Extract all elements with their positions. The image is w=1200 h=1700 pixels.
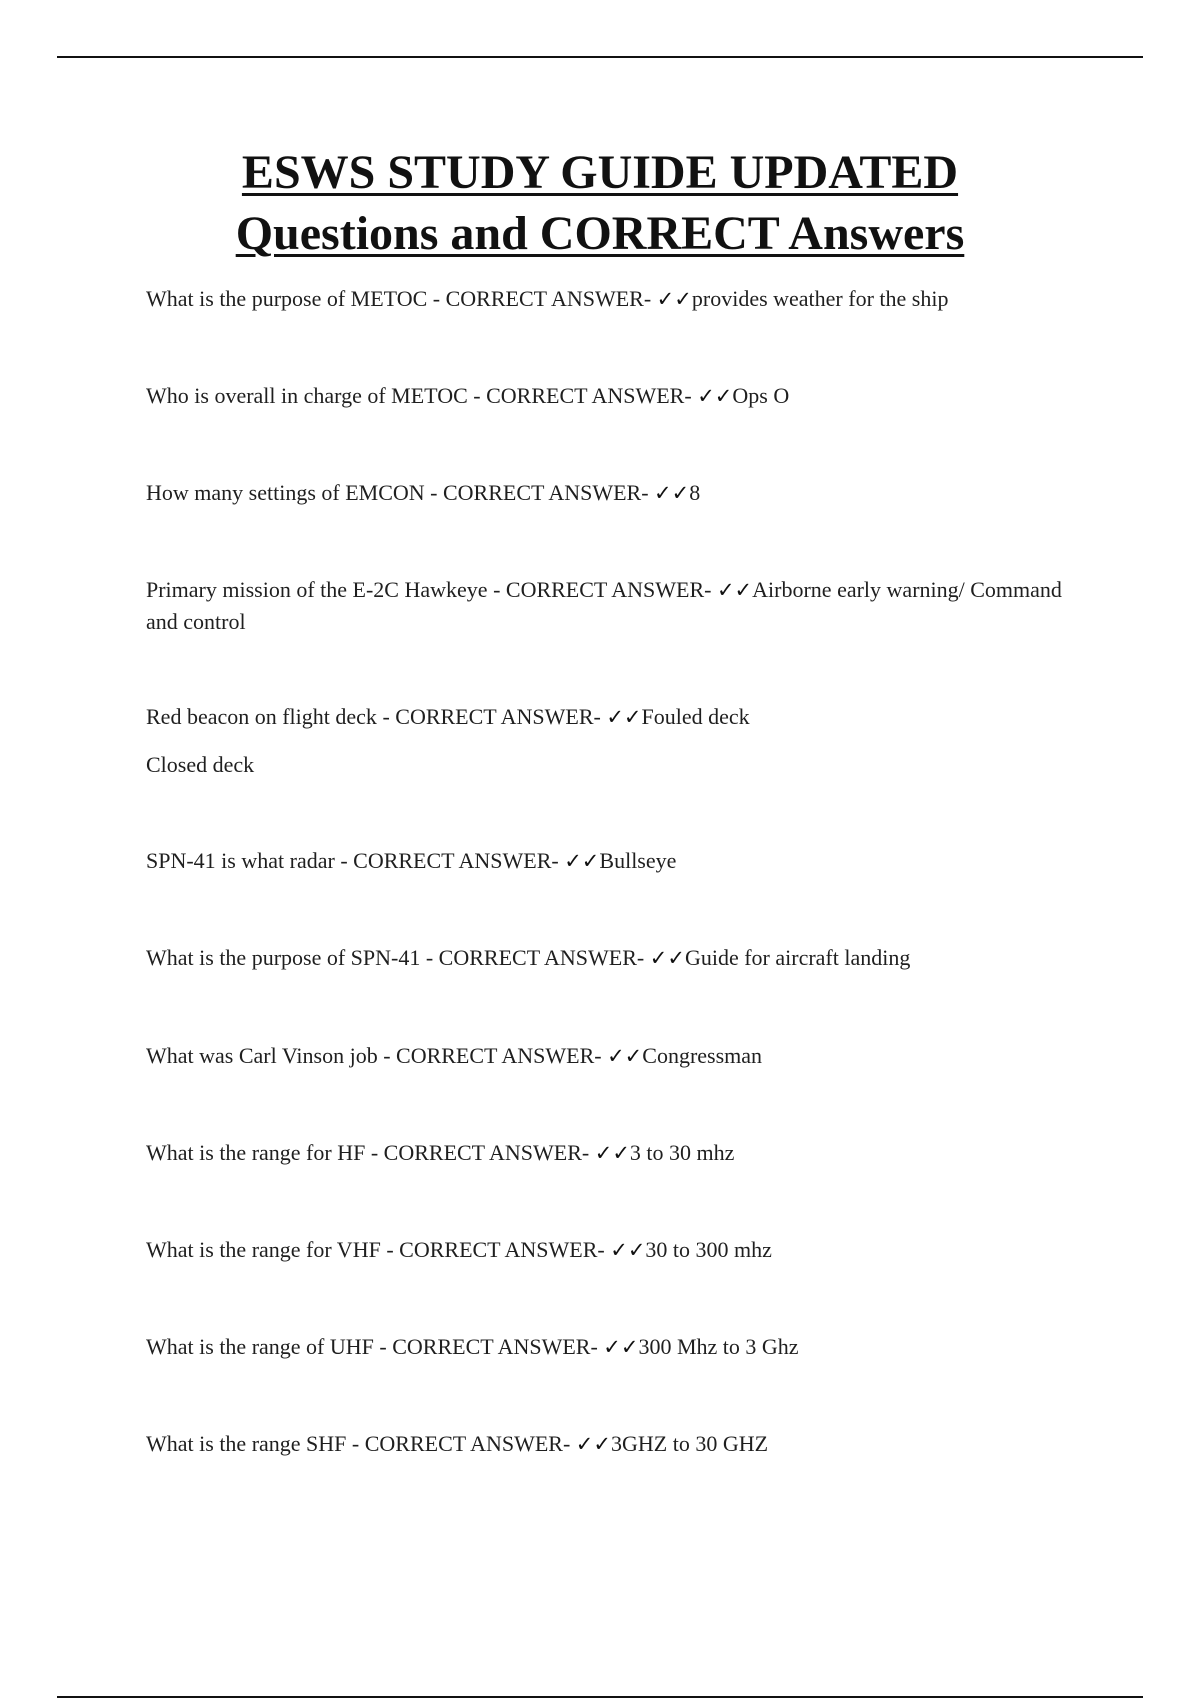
bottom-rule	[57, 1696, 1143, 1698]
qa-item	[146, 942, 1066, 974]
question: What is the purpose of SPN-41	[146, 945, 421, 970]
answer-separator: - CORRECT ANSWER-	[427, 286, 657, 311]
double-check-icon: ✓✓	[656, 287, 692, 311]
answer-separator: - CORRECT ANSWER-	[334, 848, 565, 873]
answer-separator: - CORRECT ANSWER-	[376, 704, 607, 729]
qa-item	[146, 1137, 1066, 1169]
answer-separator: - CORRECT ANSWER-	[380, 1237, 611, 1262]
answer: provides weather for the ship	[691, 286, 949, 311]
question: What is the range SHF	[146, 1431, 347, 1456]
double-check-icon: ✓✓	[607, 1044, 643, 1068]
title-line-2: Questions and CORRECT Answers	[235, 207, 965, 260]
answer: Airborne early warning/ Command and control	[146, 577, 1062, 634]
answer-separator: - CORRECT ANSWER-	[487, 577, 717, 602]
qa-item	[146, 283, 1066, 315]
answer: Bullseye	[599, 848, 677, 873]
answer-separator: - CORRECT ANSWER-	[420, 945, 650, 970]
question: SPN-41 is what radar	[146, 848, 335, 873]
answer-separator: - CORRECT ANSWER-	[377, 1043, 608, 1068]
answer-separator: - CORRECT ANSWER-	[467, 383, 698, 408]
qa-item	[146, 477, 1066, 509]
document-title	[0, 142, 1200, 264]
question: What is the range for VHF	[146, 1237, 381, 1262]
qa-item	[146, 1234, 1066, 1266]
answer: 3 to 30 mhz	[629, 1140, 735, 1165]
answer: 300 Mhz to 3 Ghz	[638, 1334, 799, 1359]
question: How many settings of EMCON	[146, 480, 425, 505]
double-check-icon: ✓✓	[654, 481, 690, 505]
answer-separator: - CORRECT ANSWER-	[373, 1334, 604, 1359]
question: What is the range of UHF	[146, 1334, 374, 1359]
double-check-icon: ✓✓	[716, 578, 753, 602]
question: What is the range for HF	[146, 1140, 366, 1165]
double-check-icon: ✓✓	[610, 1238, 646, 1262]
double-check-icon: ✓✓	[575, 1432, 611, 1456]
qa-item	[146, 380, 1066, 412]
top-rule	[57, 56, 1143, 58]
double-check-icon: ✓✓	[564, 849, 600, 873]
question: Red beacon on flight deck	[146, 704, 377, 729]
answer: Congressman	[642, 1043, 763, 1068]
answer-separator: - CORRECT ANSWER-	[365, 1140, 595, 1165]
double-check-icon: ✓✓	[606, 705, 642, 729]
answer-separator: - CORRECT ANSWER-	[424, 480, 655, 505]
qa-item	[146, 1040, 1066, 1072]
answer: Guide for aircraft landing	[684, 945, 911, 970]
question: What was Carl Vinson job	[146, 1043, 378, 1068]
double-check-icon: ✓✓	[697, 384, 733, 408]
question: What is the purpose of METOC	[146, 286, 428, 311]
qa-item	[146, 574, 1066, 638]
answer: Fouled deck	[641, 704, 750, 729]
answer: 30 to 300 mhz	[645, 1237, 772, 1262]
qa-item	[146, 1331, 1066, 1363]
qa-item	[146, 701, 1066, 781]
answer-separator: - CORRECT ANSWER-	[346, 1431, 576, 1456]
question: Who is overall in charge of METOC	[146, 383, 468, 408]
double-check-icon: ✓✓	[603, 1335, 639, 1359]
double-check-icon: ✓✓	[649, 946, 685, 970]
answer: 3GHZ to 30 GHZ	[611, 1431, 769, 1456]
qa-item	[146, 845, 1066, 877]
question: Primary mission of the E-2C Hawkeye	[146, 577, 488, 602]
answer: Ops O	[732, 383, 790, 408]
qa-item	[146, 1428, 1066, 1460]
double-check-icon: ✓✓	[594, 1141, 630, 1165]
answer-continuation: Closed deck	[146, 752, 255, 777]
title-line-1: ESWS STUDY GUIDE UPDATED	[241, 146, 959, 199]
answer: 8	[689, 480, 701, 505]
